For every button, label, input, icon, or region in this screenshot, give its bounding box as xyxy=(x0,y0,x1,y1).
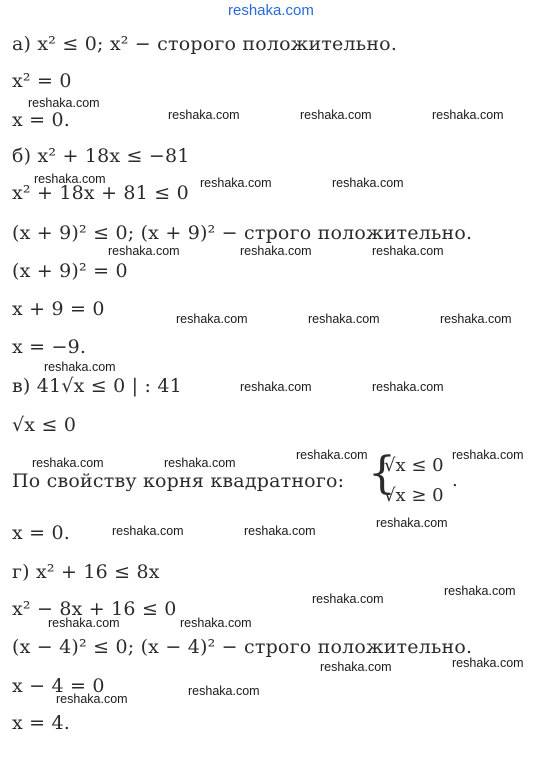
watermark-text: reshaka.com xyxy=(452,448,524,462)
line-c-property: По свойству корня квадратного: xyxy=(12,470,345,492)
watermark-text: reshaka.com xyxy=(440,312,512,326)
line-d-square: (x − 4)² ≤ 0; (x − 4)² − строго положительно. xyxy=(12,636,473,658)
watermark-text: reshaka.com xyxy=(108,244,180,258)
line-b-answer: x = −9. xyxy=(12,336,87,358)
system-line-2: √x ≥ 0 xyxy=(384,485,444,506)
line-c-root: √x ≤ 0 xyxy=(12,414,77,436)
line-d-answer: x = 4. xyxy=(12,712,71,734)
line-d-equation: x − 4 = 0 xyxy=(12,675,105,697)
line-d-rearranged: x² − 8x + 16 ≤ 0 xyxy=(12,598,177,620)
watermark-text: reshaka.com xyxy=(444,584,516,598)
line-b-inequality: б) x² + 18x ≤ −81 xyxy=(12,145,190,167)
watermark-text: reshaka.com xyxy=(432,108,504,122)
watermark-text: reshaka.com xyxy=(312,592,384,606)
line-c-answer: x = 0. xyxy=(12,522,71,544)
watermark-text: reshaka.com xyxy=(180,616,252,630)
system-brace: { xyxy=(368,448,396,499)
line-b-linear: x + 9 = 0 xyxy=(12,298,105,320)
watermark-text: reshaka.com xyxy=(44,360,116,374)
watermark-text: reshaka.com xyxy=(32,456,104,470)
watermark-text: reshaka.com xyxy=(56,692,128,706)
watermark-text: reshaka.com xyxy=(300,108,372,122)
line-b-equation: (x + 9)² = 0 xyxy=(12,260,128,282)
watermark-text: reshaka.com xyxy=(372,380,444,394)
watermark-text: reshaka.com xyxy=(112,524,184,538)
watermark-text: reshaka.com xyxy=(376,516,448,530)
watermark-text: reshaka.com xyxy=(48,616,120,630)
line-a-inequality: а) x² ≤ 0; x² − сторого положительно. xyxy=(12,33,398,55)
watermark-text: reshaka.com xyxy=(332,176,404,190)
watermark-text: reshaka.com xyxy=(320,660,392,674)
watermark-text: reshaka.com xyxy=(240,244,312,258)
watermark-text: reshaka.com xyxy=(244,524,316,538)
system-dot: . xyxy=(452,470,458,491)
line-c-inequality: в) 41√x ≤ 0 | : 41 xyxy=(12,375,182,397)
watermark-text: reshaka.com xyxy=(308,312,380,326)
watermark-text: reshaka.com xyxy=(200,176,272,190)
line-d-inequality: г) x² + 16 ≤ 8x xyxy=(12,561,160,583)
watermark-text: reshaka.com xyxy=(176,312,248,326)
line-a-answer: x = 0. xyxy=(12,109,71,131)
watermark-text: reshaka.com xyxy=(452,656,524,670)
watermark-top: reshaka.com xyxy=(228,2,314,19)
watermark-text: reshaka.com xyxy=(164,456,236,470)
watermark-text: reshaka.com xyxy=(168,108,240,122)
watermark-text: reshaka.com xyxy=(240,380,312,394)
line-a-equation: x² = 0 xyxy=(12,70,72,92)
watermark-text: reshaka.com xyxy=(372,244,444,258)
watermark-text: reshaka.com xyxy=(34,172,106,186)
watermark-text: reshaka.com xyxy=(296,448,368,462)
system-line-1: √x ≤ 0 xyxy=(384,455,444,476)
line-b-square: (x + 9)² ≤ 0; (x + 9)² − строго положительно. xyxy=(12,222,473,244)
watermark-text: reshaka.com xyxy=(188,684,260,698)
line-b-rearranged: x² + 18x + 81 ≤ 0 xyxy=(12,182,189,204)
watermark-text: reshaka.com xyxy=(28,96,100,110)
